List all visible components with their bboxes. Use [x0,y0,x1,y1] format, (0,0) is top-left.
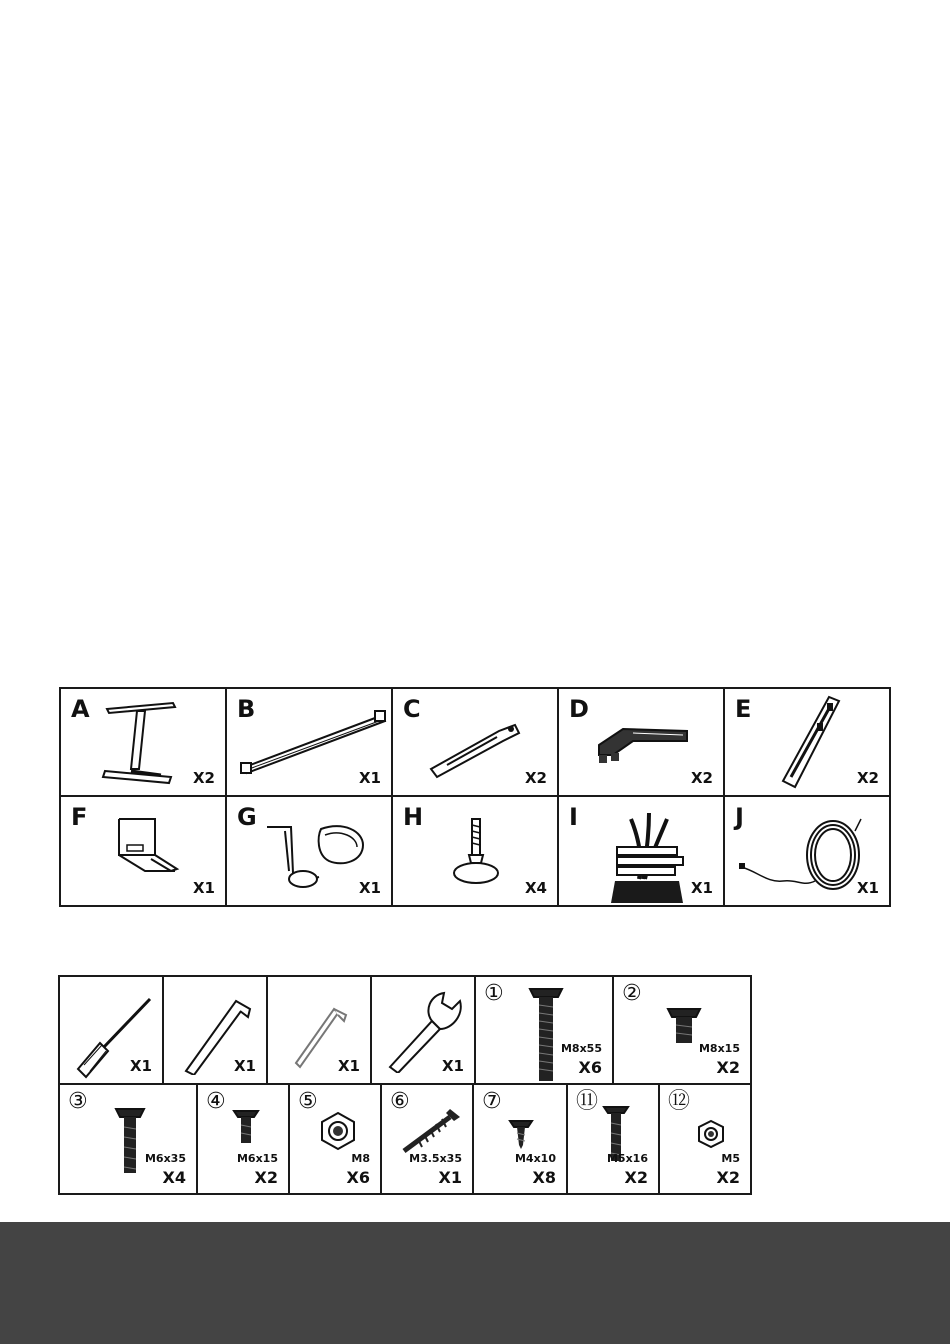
hardware-number: ⑪ [576,1089,599,1114]
hardware-number: ③ [68,1089,88,1114]
wood-screw-icon [398,1105,464,1155]
part-cell-i [557,795,725,907]
part-letter: D [569,695,589,723]
hardware-cell-1 [474,975,614,1085]
small-screw-icon [508,1119,534,1151]
part-letter: B [237,695,256,723]
leveling-foot-icon [451,815,501,889]
support-rail-icon [775,693,845,793]
part-letter: G [237,803,257,831]
hardware-cell-11 [566,1083,660,1195]
tool-cell-screwdriver [58,975,164,1085]
footer-band [0,1222,950,1344]
hex-nut-m5-icon [696,1119,726,1149]
tool-qty: X1 [337,1057,360,1075]
part-letter: E [735,695,752,723]
hardware-qty: X2 [624,1168,648,1187]
bolt-m6x35-icon [112,1105,148,1177]
hardware-spec: M4x10 [514,1152,556,1165]
tool-qty: X1 [129,1057,152,1075]
hardware-qty: X4 [162,1168,186,1187]
tool-qty: X1 [441,1057,464,1075]
hardware-number: ⑤ [298,1089,318,1114]
hardware-spec: M5x16 [606,1152,648,1165]
hardware-qty: X8 [532,1168,556,1187]
part-qty: X2 [524,769,547,787]
tool-cell-wrench [370,975,476,1085]
hardware-number: ⑦ [482,1089,502,1114]
hardware-spec: M5 [721,1152,740,1165]
part-cell-c [391,687,559,797]
part-cell-f [59,795,227,907]
part-qty: X2 [856,769,879,787]
part-letter: C [403,695,421,723]
tool-cell-large-allen-key [162,975,268,1085]
part-cell-j [723,795,891,907]
hardware-spec: M3.5x35 [409,1152,462,1165]
part-qty: X2 [192,769,215,787]
crossbar-beam-icon [239,707,389,777]
hardware-number: ① [484,981,504,1006]
hardware-spec: M6x35 [144,1152,186,1165]
part-letter: J [735,803,744,831]
part-qty: X1 [192,879,215,897]
hardware-qty: X1 [438,1168,462,1187]
hardware-cell-3 [58,1083,198,1195]
part-cell-h [391,795,559,907]
cup-holder-icon [263,821,373,891]
headphone-hook-icon [105,815,185,875]
part-qty: X1 [358,769,381,787]
hardware-number: ④ [206,1089,226,1114]
hardware-spec: M8 [351,1152,370,1165]
part-letter: H [403,803,424,831]
part-letter: A [71,695,90,723]
part-cell-g [225,795,393,907]
hardware-qty: X6 [346,1168,370,1187]
hardware-cell-12 [658,1083,752,1195]
hardware-spec: M6x15 [236,1152,278,1165]
hardware-cell-5 [288,1083,382,1195]
hex-nut-m8-icon [318,1111,358,1151]
hardware-cell-4 [196,1083,290,1195]
part-cell-b [225,687,393,797]
side-bracket-icon [427,715,527,781]
hardware-qty: X2 [716,1168,740,1187]
hardware-cell-7 [472,1083,568,1195]
part-letter: I [569,803,578,831]
long-bolt-icon [526,981,566,1083]
hardware-qty: X2 [254,1168,278,1187]
part-cell-a [59,687,227,797]
cable-ties-icon [609,809,699,905]
hardware-qty: X6 [578,1058,602,1077]
part-qty: X1 [358,879,381,897]
part-cell-e [723,687,891,797]
hardware-cell-2 [612,975,752,1085]
part-qty: X1 [690,879,713,897]
hardware-qty: X2 [716,1058,740,1077]
part-cell-d [557,687,725,797]
part-qty: X1 [856,879,879,897]
hardware-spec: M8x55 [560,1042,602,1055]
tool-qty: X1 [233,1057,256,1075]
hardware-number: ⑫ [668,1089,691,1114]
connector-bracket-icon [593,719,693,769]
bolt-m6x15-icon [232,1107,260,1147]
part-letter: F [71,803,88,831]
hardware-cell-6 [380,1083,474,1195]
short-bolt-icon [664,1005,704,1047]
hardware-spec: M8x15 [698,1042,740,1055]
part-qty: X2 [690,769,713,787]
hardware-number: ⑥ [390,1089,410,1114]
tool-cell-small-allen-key [266,975,372,1085]
hardware-number: ② [622,981,642,1006]
part-qty: X4 [524,879,547,897]
